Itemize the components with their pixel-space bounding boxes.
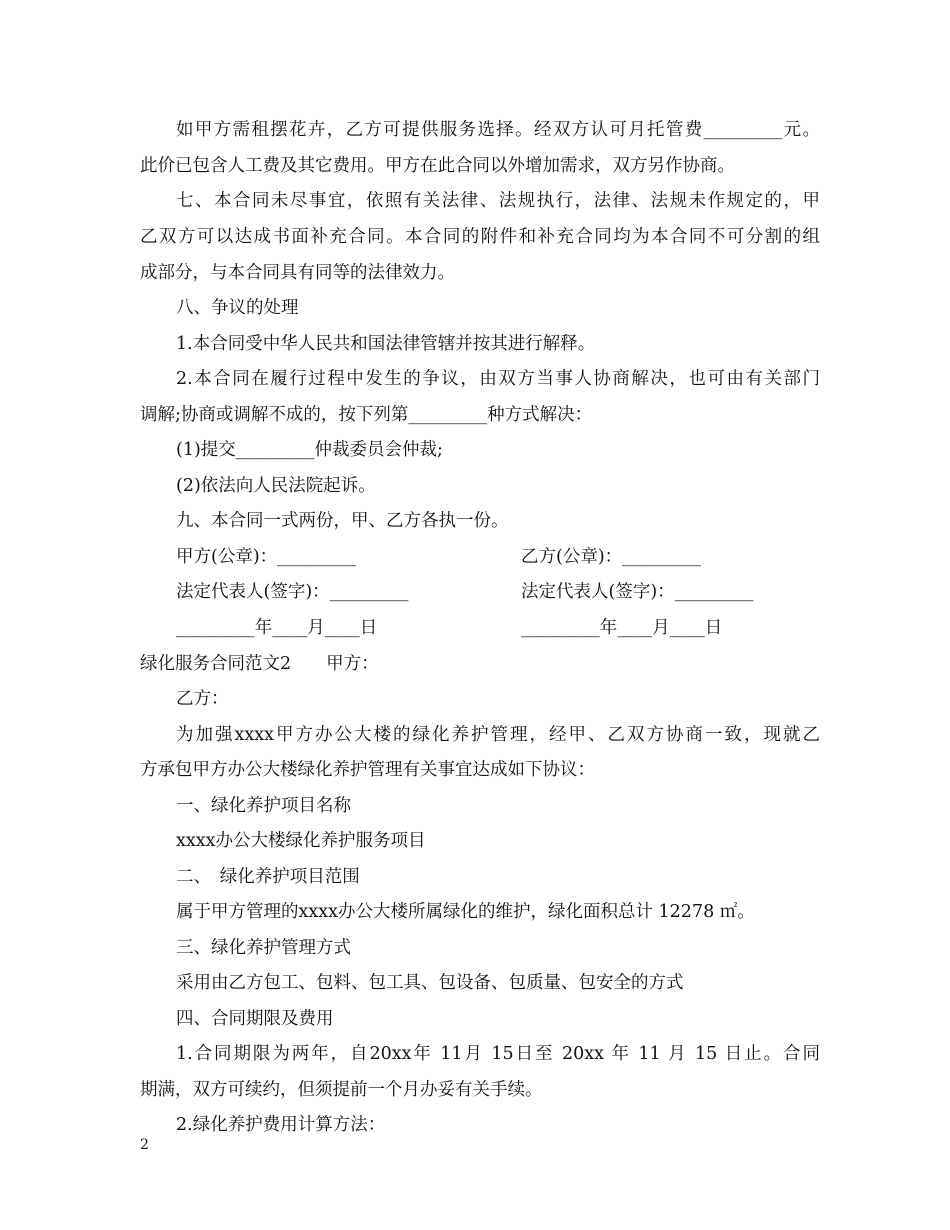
paragraph-line: (2)依法向人民法院起诉。 xyxy=(176,476,376,496)
paragraph-line: 如甲方需租摆花卉，乙方可提供服务选择。经双方认可月托管费_________元。 xyxy=(176,120,820,140)
paragraph-line: 乙方： xyxy=(176,689,229,709)
contract-title: 绿化服务合同范文2 甲方： xyxy=(140,654,379,674)
paragraph-line: 2.绿化养护费用计算方法： xyxy=(176,1115,386,1135)
paragraph-line: 乙双方可以达成书面补充合同。本合同的附件和补充合同均为本合同不可分割的组 xyxy=(140,227,820,247)
party-a-seal: 甲方(公章)：_________ xyxy=(176,547,356,567)
page-number: 2 xyxy=(140,1137,149,1153)
party-b-representative: 法定代表人(签字)：_________ xyxy=(521,582,754,602)
paragraph-line: 采用由乙方包工、包料、包工具、包设备、包质量、包安全的方式 xyxy=(176,973,684,993)
party-a-date: _________年____月____日 xyxy=(176,618,378,638)
paragraph-line: 此价已包含人工费及其它费用。甲方在此合同以外增加需求，双方另作协商。 xyxy=(140,156,735,176)
paragraph-line: 1.合同期限为两年，自20xx年 11月 15日至 20xx 年 11 月 15 日止。合同 xyxy=(176,1044,820,1064)
paragraph-line: 方承包甲方办公大楼绿化养护管理有关事宜达成如下协议： xyxy=(140,760,595,780)
paragraph-line: 期满，双方可续约，但须提前一个月办妥有关手续。 xyxy=(140,1080,543,1100)
paragraph-line: 1.本合同受中华人民共和国法律管辖并按其进行解释。 xyxy=(176,334,596,354)
section-heading: 四、合同期限及费用 xyxy=(176,1009,334,1029)
paragraph-line: 2.本合同在履行过程中发生的争议，由双方当事人协商解决，也可由有关部门 xyxy=(176,369,820,389)
paragraph-line: 成部分，与本合同具有同等的法律效力。 xyxy=(140,263,455,283)
paragraph-line: 属于甲方管理的xxxx办公大楼所属绿化的维护，绿化面积总计 12278 ㎡。 xyxy=(176,902,755,922)
paragraph-line: 为加强xxxx甲方办公大楼的绿化养护管理，经甲、乙双方协商一致，现就乙 xyxy=(176,725,820,745)
section-heading: 一、绿化养护项目名称 xyxy=(176,796,351,816)
paragraph-line: 七、本合同未尽事宜，依照有关法律、法规执行，法律、法规未作规定的，甲 xyxy=(176,191,820,211)
party-a-representative: 法定代表人(签字)：_________ xyxy=(176,582,409,602)
section-heading: 三、绿化养护管理方式 xyxy=(176,938,351,958)
party-b-seal: 乙方(公章)：_________ xyxy=(521,547,701,567)
paragraph-line: 调解;协商或调解不成的，按下列第_________种方式解决： xyxy=(140,405,593,425)
section-heading: 八、争议的处理 xyxy=(176,298,299,318)
section-heading: 二、 绿化养护项目范围 xyxy=(176,867,360,887)
paragraph-line: 九、本合同一式两份，甲、乙方各执一份。 xyxy=(176,511,509,531)
paragraph-line: xxxx办公大楼绿化养护服务项目 xyxy=(176,831,426,851)
party-b-date: _________年____月____日 xyxy=(521,618,723,638)
paragraph-line: (1)提交_________仲裁委员会仲裁; xyxy=(176,440,443,460)
